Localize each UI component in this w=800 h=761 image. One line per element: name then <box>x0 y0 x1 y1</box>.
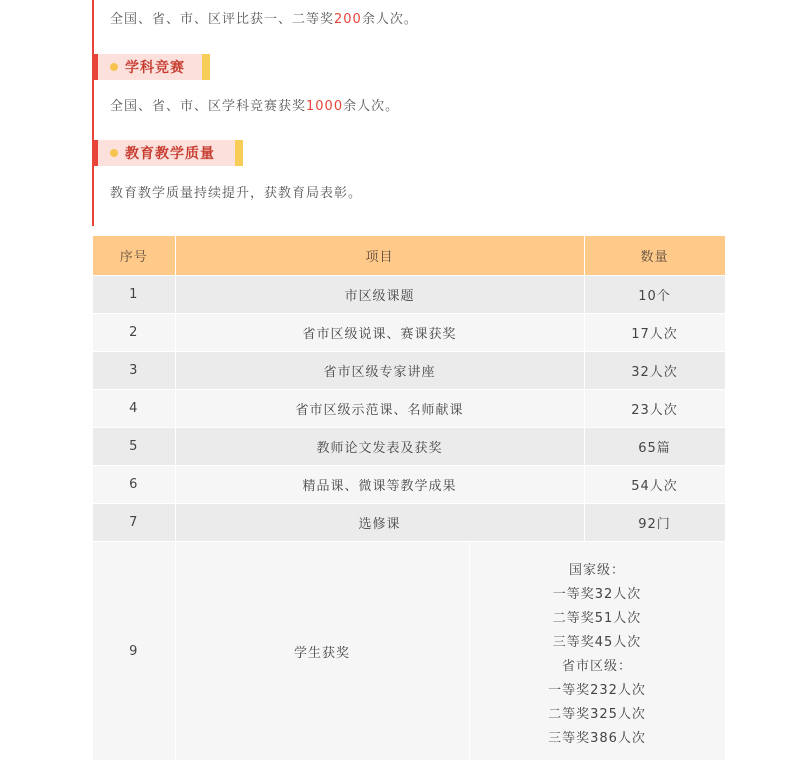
cell-no: 3 <box>93 352 175 390</box>
highlight-number: 1000 <box>306 99 344 114</box>
award-line: 二等奖325人次 <box>548 707 646 722</box>
table-header-row <box>93 236 725 276</box>
bullet-dot-icon <box>110 63 118 71</box>
cell-item: 选修课 <box>175 504 584 542</box>
cell-award-details <box>469 542 725 761</box>
cell-no: 7 <box>93 504 175 542</box>
bullet-dot-icon <box>110 149 118 157</box>
heading-title: 教育教学质量 <box>125 146 215 162</box>
cell-count: 32人次 <box>584 352 725 390</box>
article-section <box>92 0 734 226</box>
header-no: 序号 <box>93 236 175 276</box>
section-heading-competition <box>94 54 210 80</box>
heading-left-bar <box>92 140 98 166</box>
award-line: 一等奖32人次 <box>552 587 642 602</box>
paragraph-text-end: 余人次。 <box>361 12 418 27</box>
cell-count: 10个 <box>584 276 725 314</box>
paragraph-text-end: 余人次。 <box>343 99 400 114</box>
achievements-table <box>93 236 726 761</box>
paragraph-text: 全国、省、市、区评比获一、二等奖 <box>110 12 335 27</box>
cell-no: 4 <box>93 390 175 428</box>
award-list <box>471 551 724 751</box>
cell-no: 5 <box>93 428 175 466</box>
table-row <box>93 390 725 428</box>
table-row <box>93 314 725 352</box>
cell-count: 54人次 <box>584 466 725 504</box>
table-row <box>93 276 725 314</box>
header-item: 项目 <box>175 236 584 276</box>
section-heading-quality <box>94 140 243 166</box>
cell-no: 9 <box>93 542 175 761</box>
heading-right-bar <box>202 54 210 80</box>
cell-item: 省市区级示范课、名师献课 <box>175 390 584 428</box>
award-line: 三等奖386人次 <box>548 731 646 746</box>
cell-no: 6 <box>93 466 175 504</box>
cell-item: 省市区级专家讲座 <box>175 352 584 390</box>
cell-count: 65篇 <box>584 428 725 466</box>
award-line: 三等奖45人次 <box>552 635 642 650</box>
cell-item: 省市区级说课、赛课获奖 <box>175 314 584 352</box>
table-row <box>93 428 725 466</box>
cell-count: 23人次 <box>584 390 725 428</box>
cell-no: 2 <box>93 314 175 352</box>
cell-no: 1 <box>93 276 175 314</box>
paragraph-awards <box>110 10 418 30</box>
cell-item: 精品课、微课等教学成果 <box>175 466 584 504</box>
table-row <box>93 352 725 390</box>
award-line: 省市区级： <box>562 659 633 674</box>
heading-left-bar <box>92 54 98 80</box>
cell-count: 92门 <box>584 504 725 542</box>
cell-item: 学生获奖 <box>175 542 469 761</box>
paragraph-text: 教育教学质量持续提升，获教育局表彰。 <box>110 186 363 201</box>
paragraph-quality <box>110 184 362 204</box>
heading-title: 学科竞赛 <box>125 60 185 76</box>
table-row <box>93 504 725 542</box>
table-row <box>93 466 725 504</box>
award-line: 国家级： <box>569 563 626 578</box>
cell-item: 市区级课题 <box>175 276 584 314</box>
highlight-number: 200 <box>334 12 362 27</box>
cell-count: 17人次 <box>584 314 725 352</box>
heading-right-bar <box>235 140 243 166</box>
header-count: 数量 <box>584 236 725 276</box>
cell-item: 教师论文发表及获奖 <box>175 428 584 466</box>
table-row-student-awards <box>93 542 725 761</box>
award-line: 一等奖232人次 <box>548 683 646 698</box>
paragraph-competition <box>110 97 399 117</box>
award-line: 二等奖51人次 <box>552 611 642 626</box>
paragraph-text: 全国、省、市、区学科竞赛获奖 <box>110 99 307 114</box>
